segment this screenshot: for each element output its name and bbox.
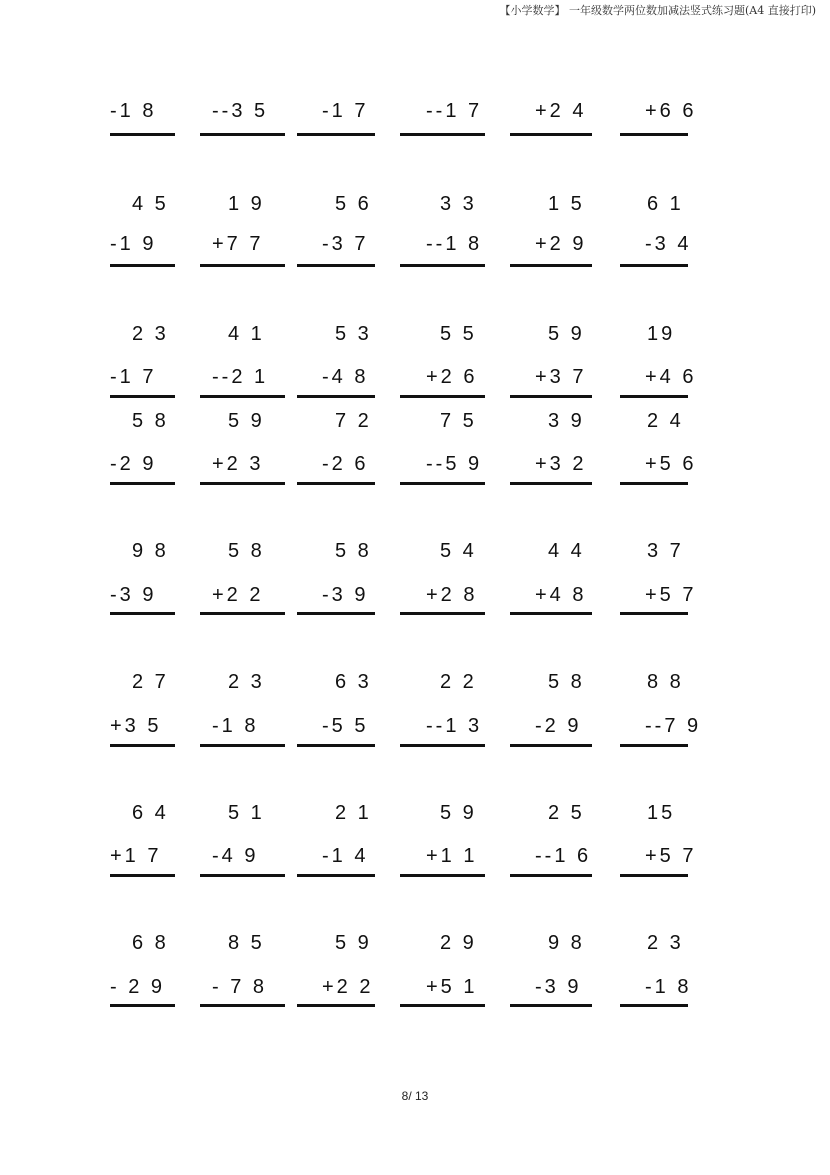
problem-top-number: 19: [647, 323, 676, 345]
problem-operand: --1 7: [426, 100, 483, 122]
answer-line: [510, 744, 592, 747]
answer-line: [110, 874, 175, 877]
problem-top-number: 5 9: [548, 323, 585, 345]
problem-top-number: 6 4: [132, 802, 169, 824]
problem-operand: -2 9: [110, 453, 157, 475]
problem-operand: -3 9: [322, 584, 369, 606]
page-number: 8/ 13: [401, 1089, 429, 1103]
problem-top-number: 5 3: [335, 323, 372, 345]
problem-operand: - 7 8: [212, 976, 268, 998]
problem-operand: -2 9: [535, 715, 582, 737]
problem-top-number: 2 1: [335, 802, 372, 824]
problem-operand: +6 6: [645, 100, 697, 122]
problem-top-number: 2 4: [647, 410, 684, 432]
problem-top-number: 5 5: [440, 323, 477, 345]
problem-operand: -1 8: [212, 715, 259, 737]
problem-top-number: 2 3: [647, 932, 684, 954]
answer-line: [400, 264, 485, 267]
problem-operand: --5 9: [426, 453, 483, 475]
problem-operand: +2 2: [322, 976, 374, 998]
problem-top-number: 5 1: [228, 802, 265, 824]
problem-operand: +7 7: [212, 233, 264, 255]
answer-line: [297, 264, 375, 267]
problem-operand: +4 6: [645, 366, 697, 388]
problem-top-number: 5 8: [335, 540, 372, 562]
answer-line: [110, 395, 175, 398]
problem-top-number: 3 9: [548, 410, 585, 432]
problem-operand: -3 7: [322, 233, 369, 255]
answer-line: [510, 612, 592, 615]
problem-operand: -1 7: [110, 366, 157, 388]
problem-top-number: 5 9: [228, 410, 265, 432]
answer-line: [620, 395, 688, 398]
problem-operand: -4 8: [322, 366, 369, 388]
problem-operand: +2 9: [535, 233, 587, 255]
answer-line: [297, 744, 375, 747]
answer-line: [620, 133, 688, 136]
answer-line: [110, 133, 175, 136]
answer-line: [110, 1004, 175, 1007]
problem-top-number: 1 5: [548, 193, 585, 215]
problem-top-number: 5 9: [440, 802, 477, 824]
answer-line: [510, 1004, 592, 1007]
answer-line: [400, 874, 485, 877]
answer-line: [400, 1004, 485, 1007]
problem-operand: +5 6: [645, 453, 697, 475]
answer-line: [297, 133, 375, 136]
problem-operand: --1 8: [426, 233, 483, 255]
problem-operand: -1 8: [110, 100, 157, 122]
answer-line: [510, 395, 592, 398]
problem-top-number: 3 7: [647, 540, 684, 562]
problem-operand: +2 8: [426, 584, 478, 606]
answer-line: [620, 264, 688, 267]
problem-operand: +2 3: [212, 453, 264, 475]
problem-top-number: 2 3: [132, 323, 169, 345]
problem-top-number: 9 8: [548, 932, 585, 954]
problem-top-number: 5 6: [335, 193, 372, 215]
problem-top-number: 4 5: [132, 193, 169, 215]
problem-operand: -3 4: [645, 233, 692, 255]
problem-top-number: 6 8: [132, 932, 169, 954]
problem-top-number: 4 4: [548, 540, 585, 562]
answer-line: [400, 744, 485, 747]
problem-operand: --1 6: [535, 845, 592, 867]
answer-line: [200, 874, 285, 877]
answer-line: [200, 744, 285, 747]
problem-operand: -5 5: [322, 715, 369, 737]
problem-operand: -1 4: [322, 845, 369, 867]
problem-operand: - 2 9: [110, 976, 166, 998]
problem-top-number: 2 2: [440, 671, 477, 693]
problem-top-number: 2 5: [548, 802, 585, 824]
problem-operand: +4 8: [535, 584, 587, 606]
problem-operand: +5 7: [645, 584, 697, 606]
problem-operand: -4 9: [212, 845, 259, 867]
problem-operand: --7 9: [645, 715, 702, 737]
answer-line: [400, 395, 485, 398]
answer-line: [200, 1004, 285, 1007]
answer-line: [110, 482, 175, 485]
answer-line: [510, 133, 592, 136]
problem-top-number: 7 2: [335, 410, 372, 432]
page-header: 【小学数学】 一年级数学两位数加减法竖式练习题(A4 直接打印): [499, 4, 816, 17]
problem-operand: +1 7: [110, 845, 162, 867]
problem-top-number: 2 7: [132, 671, 169, 693]
answer-line: [200, 395, 285, 398]
problem-top-number: 6 1: [647, 193, 684, 215]
answer-line: [200, 133, 285, 136]
problem-operand: -1 9: [110, 233, 157, 255]
answer-line: [297, 395, 375, 398]
problem-top-number: 5 8: [548, 671, 585, 693]
answer-line: [510, 264, 592, 267]
answer-line: [110, 744, 175, 747]
answer-line: [200, 612, 285, 615]
problem-operand: -1 8: [645, 976, 692, 998]
answer-line: [297, 612, 375, 615]
answer-line: [510, 874, 592, 877]
answer-line: [620, 744, 688, 747]
problem-top-number: 1 9: [228, 193, 265, 215]
problem-top-number: 4 1: [228, 323, 265, 345]
answer-line: [620, 874, 688, 877]
problem-operand: -1 7: [322, 100, 369, 122]
problem-top-number: 2 9: [440, 932, 477, 954]
problem-operand: +2 2: [212, 584, 264, 606]
answer-line: [110, 612, 175, 615]
problem-top-number: 5 9: [335, 932, 372, 954]
answer-line: [510, 482, 592, 485]
problem-operand: +1 1: [426, 845, 478, 867]
problem-top-number: 15: [647, 802, 676, 824]
problem-operand: -3 9: [535, 976, 582, 998]
answer-line: [620, 612, 688, 615]
problem-operand: --1 3: [426, 715, 483, 737]
problem-operand: -2 6: [322, 453, 369, 475]
problem-top-number: 7 5: [440, 410, 477, 432]
problem-operand: +3 5: [110, 715, 162, 737]
answer-line: [400, 612, 485, 615]
problem-operand: +3 2: [535, 453, 587, 475]
answer-line: [200, 482, 285, 485]
answer-line: [620, 1004, 688, 1007]
problem-top-number: 5 8: [228, 540, 265, 562]
answer-line: [400, 133, 485, 136]
answer-line: [200, 264, 285, 267]
problem-top-number: 5 4: [440, 540, 477, 562]
problem-top-number: 9 8: [132, 540, 169, 562]
answer-line: [297, 482, 375, 485]
problem-top-number: 8 8: [647, 671, 684, 693]
problem-top-number: 3 3: [440, 193, 477, 215]
problem-operand: +5 1: [426, 976, 478, 998]
answer-line: [110, 264, 175, 267]
problem-operand: +3 7: [535, 366, 587, 388]
problem-operand: +5 7: [645, 845, 697, 867]
answer-line: [400, 482, 485, 485]
problem-top-number: 5 8: [132, 410, 169, 432]
problem-top-number: 8 5: [228, 932, 265, 954]
problem-operand: +2 6: [426, 366, 478, 388]
problem-operand: --3 5: [212, 100, 269, 122]
problem-operand: +2 4: [535, 100, 587, 122]
problem-operand: -3 9: [110, 584, 157, 606]
problem-top-number: 2 3: [228, 671, 265, 693]
answer-line: [297, 1004, 375, 1007]
problem-top-number: 6 3: [335, 671, 372, 693]
problem-operand: --2 1: [212, 366, 269, 388]
answer-line: [620, 482, 688, 485]
answer-line: [297, 874, 375, 877]
